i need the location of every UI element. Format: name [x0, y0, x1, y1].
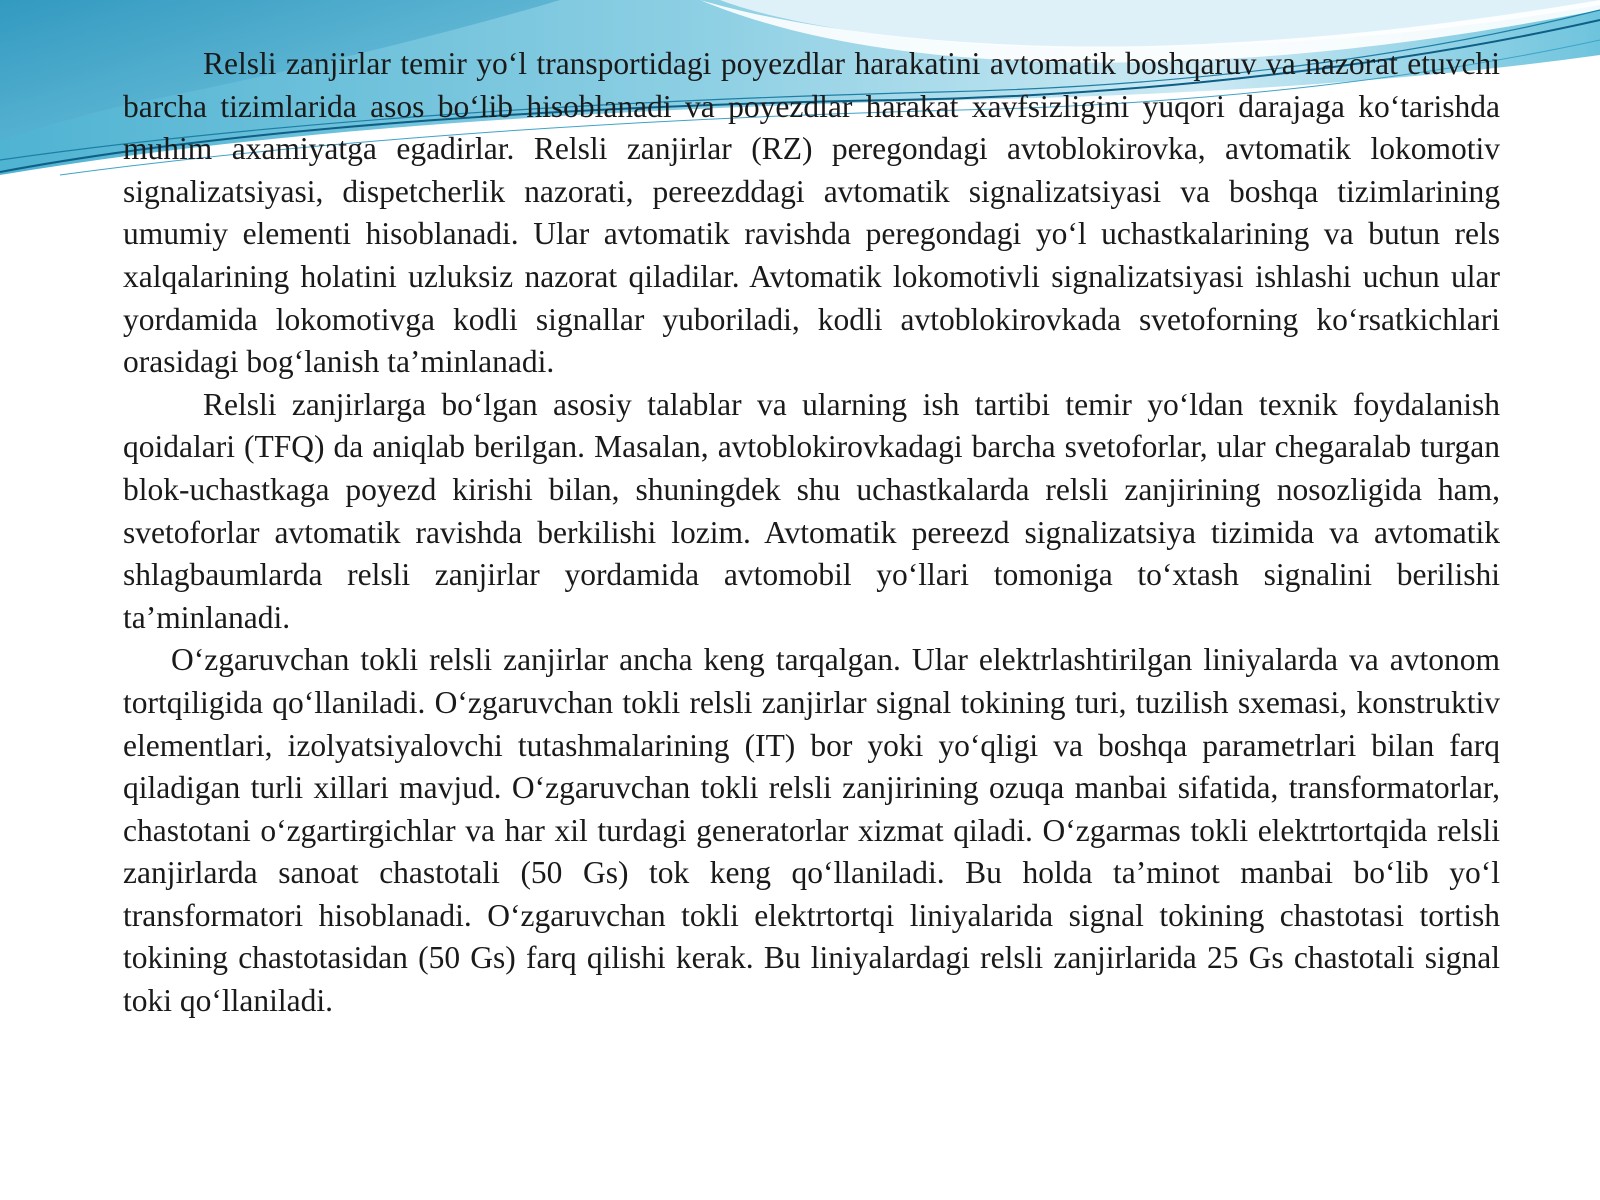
paragraph-2: Relsli zanjirlarga bo‘lgan asosiy talablar va ularning ish tartibi temir yo‘ldan texnik foydalanish qoidalari (TFQ) da aniqlab berilgan. Masalan, avtoblokirovkadagi barcha svetoforlar, ular chegaralab turgan blok-uchastkaga poyezd kirishi bilan, shuningdek shu uchastkalarda relsli zanjirining nosozligida ham, svetoforlar avtomatik ravishda berkilishi lozim. Avtomatik pereezd signalizatsiya tizimida va avtomatik shlagbaumlarda relsli zanjirlar yordamida avtomobil yo‘llari tomoniga to‘xtash signalini berilishi ta’minlanadi.	[123, 386, 1500, 635]
paragraph-3: O‘zgaruvchan tokli relsli zanjirlar ancha keng tarqalgan. Ular elektrlashtirilgan liniyalarda va avtonom tortqiligida qo‘llaniladi. O‘zgaruvchan tokli relsli zanjirlar signal tokining turi, tuzilish sxemasi, konstruktiv elementlari, izolyatsiyalovchi tutashmalarining (IT) bor yoki yo‘qligi va boshqa parametrlari bilan farq qiladigan turli xillari mavjud. O‘zgaruvchan tokli relsli zanjirining ozuqa manbai sifatida, transformatorlar, chastotani o‘zgartirgichlar va har xil turdagi generatorlar xizmat qiladi. O‘zgarmas tokli elektrtortqida relsli zanjirlarda sanoat chastotali (50 Gs) tok keng qo‘llaniladi. Bu holda ta’minot manbai bo‘lib yo‘l transformatori hisoblanadi. O‘zgaruvchan tokli elektrtortqi liniyalarida signal tokining chastotasi tortish tokining chastotasidan (50 Gs) farq qilishi kerak. Bu liniyalardagi relsli zanjirlarida 25 Gs chastotali signal toki qo‘llaniladi.	[123, 642, 1500, 1019]
body-text	[123, 43, 1500, 1023]
paragraph-1: Relsli zanjirlar temir yo‘l transportidagi poyezdlar harakatini avtomatik boshqaruv va nazorat etuvchi barcha tizimlarida asos bo‘lib hisoblanadi va poyezdlar harakat xavfsizligini yuqori darajaga ko‘tarishda muhim axamiyatga egadirlar. Relsli zanjirlar (RZ) peregondagi avtoblokirovka, avtomatik lokomotiv signalizatsiyasi, dispetcherlik nazorati, pereezddagi avtomatik signalizatsiyasi va boshqa tizimlarining umumiy elementi hisoblanadi. Ular avtomatik ravishda peregondagi yo‘l uchastkalarining va butun rels xalqalarining holatini uzluksiz nazorat qiladilar. Avtomatik lokomotivli signalizatsiyasi ishlashi uchun ular yordamida lokomotivga kodli signallar yuboriladi, kodli avtoblokirovkada svetoforning ko‘rsatkichlari orasidagi bog‘lanish ta’minlanadi.	[123, 46, 1500, 380]
